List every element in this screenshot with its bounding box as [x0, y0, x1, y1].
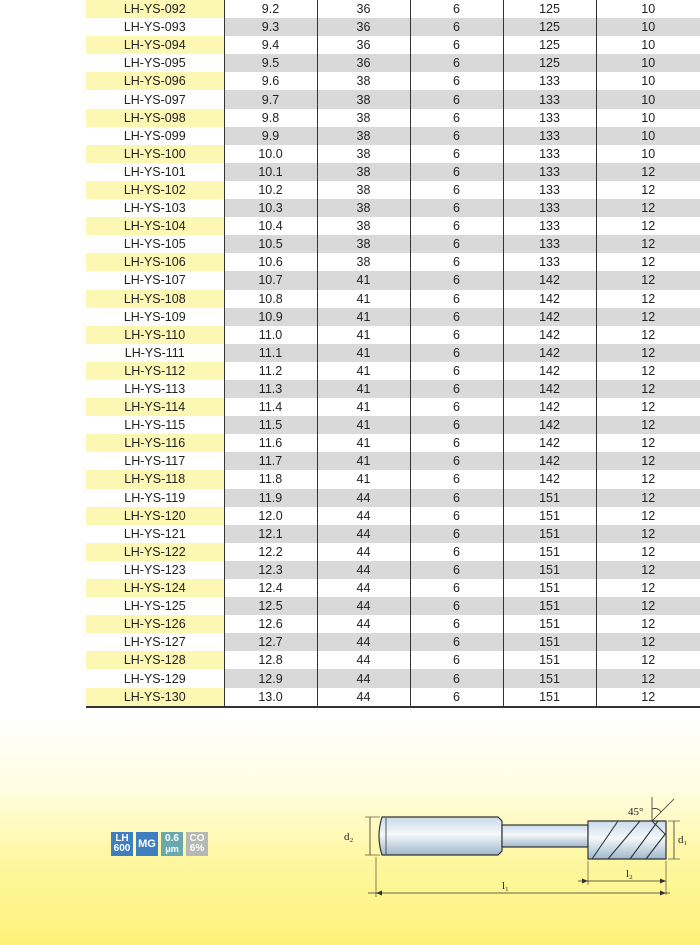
item-code-cell: LH-YS-127 — [86, 633, 224, 651]
pieces-per-pack-cell: 12 — [596, 235, 700, 253]
diameter-d1-cell: 12.3 — [224, 561, 317, 579]
shank-diameter-d2-cell: 6 — [410, 434, 503, 452]
overall-length-l1-cell: 151 — [503, 651, 596, 669]
overall-length-l1-cell: 142 — [503, 434, 596, 452]
pieces-per-pack-cell: 12 — [596, 434, 700, 452]
shank-diameter-d2-cell: 6 — [410, 416, 503, 434]
item-code-cell: LH-YS-108 — [86, 290, 224, 308]
table-row — [86, 470, 700, 488]
table-row — [86, 651, 700, 669]
flute-length-l2-cell: 44 — [317, 688, 410, 707]
shank-diameter-d2-cell: 6 — [410, 127, 503, 145]
diameter-d1-cell: 11.9 — [224, 489, 317, 507]
flute-length-l2-cell: 38 — [317, 145, 410, 163]
pieces-per-pack-cell: 12 — [596, 651, 700, 669]
pieces-per-pack-cell: 12 — [596, 452, 700, 470]
shank-diameter-d2-cell: 6 — [410, 398, 503, 416]
shank-diameter-d2-cell: 6 — [410, 615, 503, 633]
overall-length-l1-cell: 151 — [503, 579, 596, 597]
badge-line: 0.6 — [165, 833, 179, 844]
table-row — [86, 669, 700, 687]
shank-diameter-d2-cell: 6 — [410, 489, 503, 507]
item-code-cell: LH-YS-116 — [86, 434, 224, 452]
overall-length-l1-cell: 142 — [503, 271, 596, 289]
overall-length-l1-cell: 142 — [503, 326, 596, 344]
flute-length-l2-cell: 41 — [317, 452, 410, 470]
grain-size-badge — [161, 832, 183, 856]
table-row — [86, 615, 700, 633]
diameter-d1-cell: 12.1 — [224, 525, 317, 543]
flute-length-l2-cell: 41 — [317, 416, 410, 434]
flute-length-l2-cell: 41 — [317, 470, 410, 488]
shank-diameter-d2-cell: 6 — [410, 688, 503, 707]
shank-diameter-d2-cell: 6 — [410, 326, 503, 344]
shank-diameter-d2-cell: 6 — [410, 0, 503, 18]
badge-line: MG — [138, 838, 156, 850]
item-code-cell: LH-YS-129 — [86, 669, 224, 687]
pieces-per-pack-cell: 12 — [596, 688, 700, 707]
overall-length-l1-cell: 133 — [503, 127, 596, 145]
pieces-per-pack-cell: 10 — [596, 127, 700, 145]
item-code-cell: LH-YS-119 — [86, 489, 224, 507]
diameter-d1-cell: 10.8 — [224, 290, 317, 308]
pieces-per-pack-cell: 12 — [596, 163, 700, 181]
overall-length-l1-cell: 142 — [503, 416, 596, 434]
table-row — [86, 72, 700, 90]
pieces-per-pack-cell: 12 — [596, 290, 700, 308]
diameter-d1-cell: 10.6 — [224, 253, 317, 271]
angle-guide-line — [652, 799, 674, 821]
shank-diameter-d2-cell: 6 — [410, 543, 503, 561]
diameter-d1-cell: 12.6 — [224, 615, 317, 633]
cobalt-badge — [186, 832, 208, 856]
badge-line: LH — [115, 833, 129, 844]
diameter-d1-cell: 12.8 — [224, 651, 317, 669]
overall-length-l1-cell: 142 — [503, 362, 596, 380]
item-code-cell: LH-YS-115 — [86, 416, 224, 434]
flute-length-l2-cell: 44 — [317, 597, 410, 615]
flute-length-l2-cell: 38 — [317, 163, 410, 181]
table-row — [86, 507, 700, 525]
item-code-cell: LH-YS-122 — [86, 543, 224, 561]
overall-length-l1-cell: 142 — [503, 470, 596, 488]
item-code-cell: LH-YS-130 — [86, 688, 224, 707]
table-row — [86, 145, 700, 163]
shank-diameter-d2-cell: 6 — [410, 235, 503, 253]
item-code-cell: LH-YS-124 — [86, 579, 224, 597]
table-row — [86, 633, 700, 651]
diameter-d1-cell: 12.9 — [224, 669, 317, 687]
pieces-per-pack-cell: 12 — [596, 326, 700, 344]
diameter-d1-cell: 12.2 — [224, 543, 317, 561]
overall-length-l1-cell: 151 — [503, 597, 596, 615]
d1-label: d₁ — [678, 834, 688, 846]
angle-arc — [652, 808, 661, 812]
flute-length-l2-cell: 41 — [317, 362, 410, 380]
diameter-d1-cell: 11.5 — [224, 416, 317, 434]
overall-length-l1-cell: 133 — [503, 109, 596, 127]
shank-diameter-d2-cell: 6 — [410, 181, 503, 199]
pieces-per-pack-cell: 10 — [596, 18, 700, 36]
flute-length-l2-cell: 38 — [317, 181, 410, 199]
diameter-d1-cell: 9.6 — [224, 72, 317, 90]
table-row — [86, 199, 700, 217]
diameter-d1-cell: 9.4 — [224, 36, 317, 54]
pieces-per-pack-cell: 12 — [596, 489, 700, 507]
overall-length-l1-cell: 151 — [503, 543, 596, 561]
tool-dimension-diagram — [340, 785, 700, 910]
flute-length-l2-cell: 41 — [317, 326, 410, 344]
diameter-d1-cell: 10.4 — [224, 217, 317, 235]
table-row — [86, 326, 700, 344]
item-code-cell: LH-YS-107 — [86, 271, 224, 289]
item-code-cell: LH-YS-094 — [86, 36, 224, 54]
pieces-per-pack-cell: 12 — [596, 253, 700, 271]
shank-diameter-d2-cell: 6 — [410, 507, 503, 525]
shank-diameter-d2-cell: 6 — [410, 669, 503, 687]
shank-diameter-d2-cell: 6 — [410, 253, 503, 271]
badge-line: 600 — [113, 843, 131, 854]
overall-length-l1-cell: 125 — [503, 54, 596, 72]
shank-diameter-d2-cell: 6 — [410, 163, 503, 181]
table-row — [86, 90, 700, 108]
flute-length-l2-cell: 41 — [317, 290, 410, 308]
flute-length-l2-cell: 41 — [317, 308, 410, 326]
flute-length-l2-cell: 36 — [317, 0, 410, 18]
specification-table — [86, 0, 700, 708]
overall-length-l1-cell: 151 — [503, 615, 596, 633]
table-row — [86, 525, 700, 543]
d2-label: d₂ — [344, 831, 354, 843]
item-code-cell: LH-YS-121 — [86, 525, 224, 543]
table-row — [86, 362, 700, 380]
overall-length-l1-cell: 133 — [503, 181, 596, 199]
shank-diameter-d2-cell: 6 — [410, 72, 503, 90]
item-code-cell: LH-YS-112 — [86, 362, 224, 380]
overall-length-l1-cell: 151 — [503, 489, 596, 507]
table-row — [86, 18, 700, 36]
table-row — [86, 271, 700, 289]
overall-length-l1-cell: 133 — [503, 145, 596, 163]
item-code-cell: LH-YS-125 — [86, 597, 224, 615]
item-code-cell: LH-YS-109 — [86, 308, 224, 326]
diameter-d1-cell: 10.5 — [224, 235, 317, 253]
diameter-d1-cell: 9.3 — [224, 18, 317, 36]
l2-label: l₂ — [626, 868, 633, 880]
item-code-cell: LH-YS-103 — [86, 199, 224, 217]
pieces-per-pack-cell: 12 — [596, 398, 700, 416]
diameter-d1-cell: 11.7 — [224, 452, 317, 470]
pieces-per-pack-cell: 12 — [596, 380, 700, 398]
flute-length-l2-cell: 41 — [317, 380, 410, 398]
badge-line: CO — [189, 833, 205, 844]
flute-length-l2-cell: 36 — [317, 18, 410, 36]
shank-diameter-d2-cell: 6 — [410, 18, 503, 36]
pieces-per-pack-cell: 10 — [596, 90, 700, 108]
flute-length-l2-cell: 38 — [317, 127, 410, 145]
table-row — [86, 0, 700, 18]
shank-diameter-d2-cell: 6 — [410, 36, 503, 54]
flute-length-l2-cell: 44 — [317, 633, 410, 651]
table-row — [86, 36, 700, 54]
overall-length-l1-cell: 142 — [503, 290, 596, 308]
diameter-d1-cell: 10.7 — [224, 271, 317, 289]
pieces-per-pack-cell: 12 — [596, 507, 700, 525]
shank-diameter-d2-cell: 6 — [410, 217, 503, 235]
diameter-d1-cell: 11.2 — [224, 362, 317, 380]
diameter-d1-cell: 11.0 — [224, 326, 317, 344]
shank-diameter-d2-cell: 6 — [410, 561, 503, 579]
table-row — [86, 489, 700, 507]
table-row — [86, 54, 700, 72]
pieces-per-pack-cell: 12 — [596, 344, 700, 362]
overall-length-l1-cell: 142 — [503, 308, 596, 326]
shank-diameter-d2-cell: 6 — [410, 308, 503, 326]
shank-diameter-d2-cell: 6 — [410, 145, 503, 163]
pieces-per-pack-cell: 12 — [596, 561, 700, 579]
pieces-per-pack-cell: 12 — [596, 308, 700, 326]
overall-length-l1-cell: 133 — [503, 199, 596, 217]
pieces-per-pack-cell: 10 — [596, 36, 700, 54]
overall-length-l1-cell: 151 — [503, 561, 596, 579]
flute-length-l2-cell: 44 — [317, 651, 410, 669]
overall-length-l1-cell: 133 — [503, 253, 596, 271]
diameter-d1-cell: 10.3 — [224, 199, 317, 217]
pieces-per-pack-cell: 10 — [596, 109, 700, 127]
item-code-cell: LH-YS-128 — [86, 651, 224, 669]
flute-length-l2-cell: 38 — [317, 199, 410, 217]
table-row — [86, 434, 700, 452]
shank-diameter-d2-cell: 6 — [410, 597, 503, 615]
pieces-per-pack-cell: 12 — [596, 181, 700, 199]
mg-badge — [136, 832, 158, 856]
table-row — [86, 452, 700, 470]
shank-diameter-d2-cell: 6 — [410, 579, 503, 597]
pieces-per-pack-cell: 10 — [596, 54, 700, 72]
item-code-cell: LH-YS-118 — [86, 470, 224, 488]
item-code-cell: LH-YS-100 — [86, 145, 224, 163]
pieces-per-pack-cell: 12 — [596, 525, 700, 543]
table-row — [86, 398, 700, 416]
flute-length-l2-cell: 38 — [317, 90, 410, 108]
flute-length-l2-cell: 38 — [317, 217, 410, 235]
flute-length-l2-cell: 44 — [317, 669, 410, 687]
flute-length-l2-cell: 44 — [317, 561, 410, 579]
item-code-cell: LH-YS-117 — [86, 452, 224, 470]
pieces-per-pack-cell: 12 — [596, 271, 700, 289]
item-code-cell: LH-YS-104 — [86, 217, 224, 235]
table-row — [86, 235, 700, 253]
flute-length-l2-cell: 44 — [317, 507, 410, 525]
tool-neck — [502, 825, 588, 847]
item-code-cell: LH-YS-114 — [86, 398, 224, 416]
pieces-per-pack-cell: 12 — [596, 470, 700, 488]
shank-diameter-d2-cell: 6 — [410, 271, 503, 289]
shank-diameter-d2-cell: 6 — [410, 651, 503, 669]
shank-diameter-d2-cell: 6 — [410, 90, 503, 108]
badge-line: μm — [165, 844, 179, 854]
table-row — [86, 561, 700, 579]
flute-length-l2-cell: 38 — [317, 109, 410, 127]
pieces-per-pack-cell: 12 — [596, 579, 700, 597]
item-code-cell: LH-YS-123 — [86, 561, 224, 579]
diameter-d1-cell: 12.4 — [224, 579, 317, 597]
pieces-per-pack-cell: 12 — [596, 633, 700, 651]
shank-diameter-d2-cell: 6 — [410, 633, 503, 651]
flute-length-l2-cell: 41 — [317, 271, 410, 289]
diameter-d1-cell: 10.2 — [224, 181, 317, 199]
diameter-d1-cell: 10.1 — [224, 163, 317, 181]
pieces-per-pack-cell: 12 — [596, 416, 700, 434]
pieces-per-pack-cell: 10 — [596, 0, 700, 18]
item-code-cell: LH-YS-098 — [86, 109, 224, 127]
item-code-cell: LH-YS-106 — [86, 253, 224, 271]
diameter-d1-cell: 11.3 — [224, 380, 317, 398]
shank-diameter-d2-cell: 6 — [410, 452, 503, 470]
overall-length-l1-cell: 133 — [503, 235, 596, 253]
overall-length-l1-cell: 142 — [503, 452, 596, 470]
flute-length-l2-cell: 44 — [317, 615, 410, 633]
shank-diameter-d2-cell: 6 — [410, 525, 503, 543]
item-code-cell: LH-YS-120 — [86, 507, 224, 525]
diameter-d1-cell: 11.6 — [224, 434, 317, 452]
flute-length-l2-cell: 41 — [317, 398, 410, 416]
table-row — [86, 163, 700, 181]
diameter-d1-cell: 12.5 — [224, 597, 317, 615]
shank-diameter-d2-cell: 6 — [410, 362, 503, 380]
table-row — [86, 290, 700, 308]
diameter-d1-cell: 11.8 — [224, 470, 317, 488]
shank-diameter-d2-cell: 6 — [410, 109, 503, 127]
diameter-d1-cell: 12.7 — [224, 633, 317, 651]
material-badges — [111, 832, 208, 856]
item-code-cell: LH-YS-099 — [86, 127, 224, 145]
flute-length-l2-cell: 44 — [317, 489, 410, 507]
l1-label: l₁ — [502, 880, 509, 892]
table-row — [86, 688, 700, 707]
table-row — [86, 416, 700, 434]
angle-label: 45° — [628, 806, 644, 818]
tool-shank — [379, 817, 502, 855]
lh600-badge — [111, 832, 133, 856]
item-code-cell: LH-YS-110 — [86, 326, 224, 344]
overall-length-l1-cell: 151 — [503, 669, 596, 687]
diameter-d1-cell: 11.1 — [224, 344, 317, 362]
pieces-per-pack-cell: 12 — [596, 543, 700, 561]
pieces-per-pack-cell: 10 — [596, 72, 700, 90]
pieces-per-pack-cell: 12 — [596, 597, 700, 615]
shank-diameter-d2-cell: 6 — [410, 54, 503, 72]
overall-length-l1-cell: 125 — [503, 18, 596, 36]
table-row — [86, 181, 700, 199]
overall-length-l1-cell: 133 — [503, 90, 596, 108]
diameter-d1-cell: 9.7 — [224, 90, 317, 108]
item-code-cell: LH-YS-093 — [86, 18, 224, 36]
overall-length-l1-cell: 142 — [503, 344, 596, 362]
table-row — [86, 253, 700, 271]
table-row — [86, 380, 700, 398]
flute-length-l2-cell: 41 — [317, 434, 410, 452]
table-row — [86, 344, 700, 362]
badge-line: 6% — [189, 843, 205, 854]
pieces-per-pack-cell: 12 — [596, 669, 700, 687]
flute-length-l2-cell: 41 — [317, 344, 410, 362]
item-code-cell: LH-YS-097 — [86, 90, 224, 108]
diameter-d1-cell: 9.9 — [224, 127, 317, 145]
flute-length-l2-cell: 44 — [317, 579, 410, 597]
table-row — [86, 579, 700, 597]
item-code-cell: LH-YS-105 — [86, 235, 224, 253]
item-code-cell: LH-YS-126 — [86, 615, 224, 633]
overall-length-l1-cell: 151 — [503, 507, 596, 525]
overall-length-l1-cell: 151 — [503, 525, 596, 543]
shank-diameter-d2-cell: 6 — [410, 380, 503, 398]
overall-length-l1-cell: 125 — [503, 0, 596, 18]
overall-length-l1-cell: 125 — [503, 36, 596, 54]
pieces-per-pack-cell: 12 — [596, 199, 700, 217]
item-code-cell: LH-YS-102 — [86, 181, 224, 199]
diameter-d1-cell: 11.4 — [224, 398, 317, 416]
table-row — [86, 127, 700, 145]
overall-length-l1-cell: 133 — [503, 72, 596, 90]
flute-length-l2-cell: 38 — [317, 253, 410, 271]
item-code-cell: LH-YS-111 — [86, 344, 224, 362]
table-row — [86, 543, 700, 561]
pieces-per-pack-cell: 12 — [596, 615, 700, 633]
item-code-cell: LH-YS-101 — [86, 163, 224, 181]
item-code-cell: LH-YS-095 — [86, 54, 224, 72]
overall-length-l1-cell: 142 — [503, 380, 596, 398]
item-code-cell: LH-YS-096 — [86, 72, 224, 90]
flute-length-l2-cell: 44 — [317, 543, 410, 561]
table-row — [86, 109, 700, 127]
diameter-d1-cell: 13.0 — [224, 688, 317, 707]
pieces-per-pack-cell: 12 — [596, 217, 700, 235]
diameter-d1-cell: 10.0 — [224, 145, 317, 163]
table-row — [86, 217, 700, 235]
flute-length-l2-cell: 36 — [317, 54, 410, 72]
diameter-d1-cell: 12.0 — [224, 507, 317, 525]
overall-length-l1-cell: 151 — [503, 688, 596, 707]
diameter-d1-cell: 9.5 — [224, 54, 317, 72]
flute-length-l2-cell: 36 — [317, 36, 410, 54]
item-code-cell: LH-YS-113 — [86, 380, 224, 398]
diameter-d1-cell: 9.8 — [224, 109, 317, 127]
shank-diameter-d2-cell: 6 — [410, 470, 503, 488]
overall-length-l1-cell: 151 — [503, 633, 596, 651]
diameter-d1-cell: 9.2 — [224, 0, 317, 18]
shank-diameter-d2-cell: 6 — [410, 290, 503, 308]
shank-diameter-d2-cell: 6 — [410, 199, 503, 217]
diameter-d1-cell: 10.9 — [224, 308, 317, 326]
specification-table-body — [86, 0, 700, 707]
overall-length-l1-cell: 133 — [503, 217, 596, 235]
shank-diameter-d2-cell: 6 — [410, 344, 503, 362]
flute-length-l2-cell: 38 — [317, 235, 410, 253]
table-row — [86, 308, 700, 326]
pieces-per-pack-cell: 10 — [596, 145, 700, 163]
table-row — [86, 597, 700, 615]
item-code-cell: LH-YS-092 — [86, 0, 224, 18]
flute-length-l2-cell: 38 — [317, 72, 410, 90]
flute-length-l2-cell: 44 — [317, 525, 410, 543]
overall-length-l1-cell: 133 — [503, 163, 596, 181]
overall-length-l1-cell: 142 — [503, 398, 596, 416]
pieces-per-pack-cell: 12 — [596, 362, 700, 380]
